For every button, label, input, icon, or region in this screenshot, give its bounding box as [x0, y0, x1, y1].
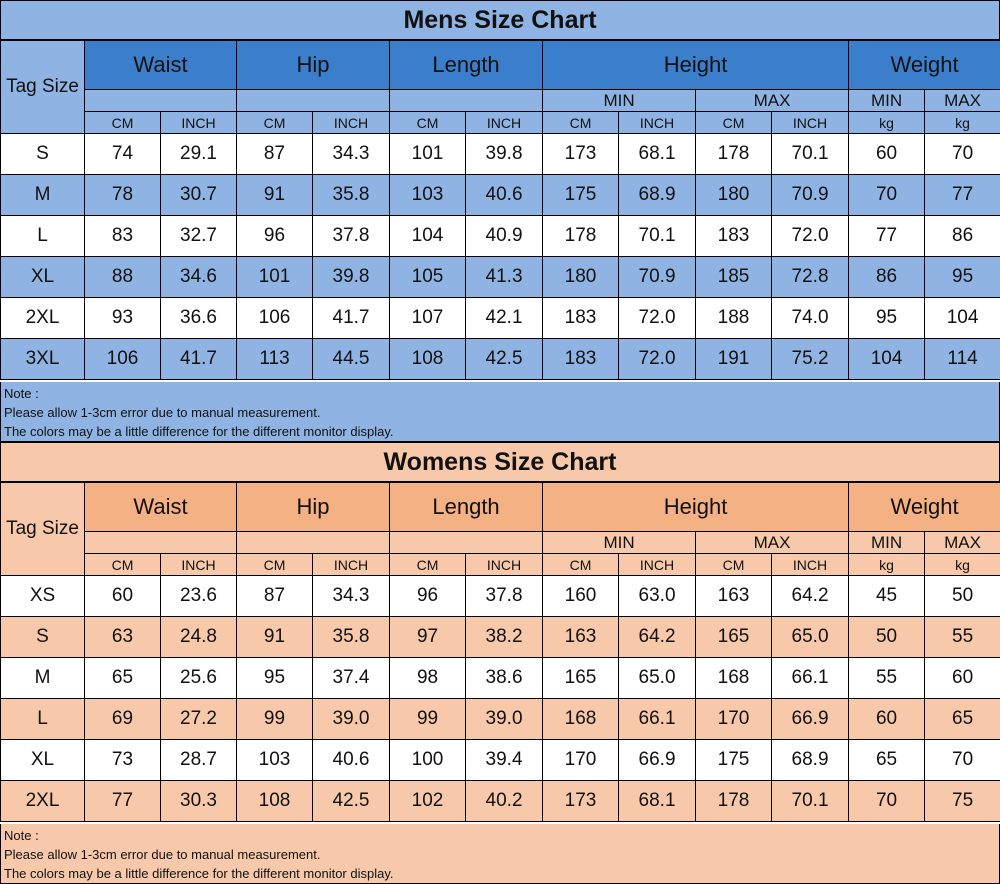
height-min-header: MIN — [543, 532, 696, 554]
height-header: Height — [543, 41, 849, 90]
measurement-cell: 188 — [696, 298, 772, 339]
measurement-cell: 66.9 — [772, 699, 849, 740]
weight-header: Weight — [849, 483, 1000, 532]
measurement-cell: 104 — [925, 298, 1000, 339]
measurement-cell: 99 — [390, 699, 466, 740]
measurement-cell: 38.6 — [466, 658, 543, 699]
measurement-cell: 34.3 — [313, 134, 390, 175]
measurement-cell: 108 — [390, 339, 466, 380]
measurement-cell: 65 — [849, 740, 925, 781]
unit-header: INCH — [619, 554, 696, 576]
tag-size-header: Tag Size — [1, 483, 85, 576]
hip-header: Hip — [237, 483, 390, 532]
measurement-cell: 28.7 — [161, 740, 237, 781]
measurement-cell: 39.4 — [466, 740, 543, 781]
measurement-cell: 185 — [696, 257, 772, 298]
measurement-cell: 42.5 — [466, 339, 543, 380]
measurement-cell: 73 — [85, 740, 161, 781]
measurement-cell: 39.0 — [313, 699, 390, 740]
measurement-cell: 42.1 — [466, 298, 543, 339]
womens-note — [0, 824, 1000, 884]
measurement-cell: 41.7 — [313, 298, 390, 339]
note-line: The colors may be a little difference for the different monitor display. — [4, 424, 394, 439]
measurement-cell: 86 — [925, 216, 1000, 257]
height-max-header: MAX — [696, 90, 849, 112]
measurement-cell: 103 — [237, 740, 313, 781]
measurement-cell: 72.0 — [619, 298, 696, 339]
measurement-cell: 50 — [925, 576, 1000, 617]
measurement-cell: 178 — [696, 781, 772, 822]
table-row — [1, 339, 1000, 380]
measurement-cell: 100 — [390, 740, 466, 781]
measurement-cell: 55 — [925, 617, 1000, 658]
womens-size-chart — [0, 442, 1000, 884]
measurement-cell: 105 — [390, 257, 466, 298]
measurement-cell: 63 — [85, 617, 161, 658]
measurement-cell: 36.6 — [161, 298, 237, 339]
measurement-cell: 175 — [543, 175, 619, 216]
womens-size-table — [0, 482, 1000, 822]
measurement-cell: 68.1 — [619, 134, 696, 175]
measurement-cell: 70.9 — [772, 175, 849, 216]
measurement-cell: 191 — [696, 339, 772, 380]
tag-size-cell: L — [1, 216, 85, 257]
waist-header: Waist — [85, 483, 237, 532]
table-row — [1, 134, 1000, 175]
measurement-cell: 70 — [849, 175, 925, 216]
unit-header: INCH — [161, 112, 237, 134]
measurement-cell: 88 — [85, 257, 161, 298]
measurement-cell: 30.3 — [161, 781, 237, 822]
measurement-cell: 170 — [543, 740, 619, 781]
measurement-cell: 72.0 — [619, 339, 696, 380]
measurement-cell: 96 — [390, 576, 466, 617]
measurement-cell: 168 — [543, 699, 619, 740]
tag-size-cell: XS — [1, 576, 85, 617]
measurement-cell: 32.7 — [161, 216, 237, 257]
measurement-cell: 55 — [849, 658, 925, 699]
measurement-cell: 178 — [696, 134, 772, 175]
table-row — [1, 175, 1000, 216]
measurement-cell: 66.1 — [619, 699, 696, 740]
measurement-cell: 113 — [237, 339, 313, 380]
measurement-cell: 77 — [85, 781, 161, 822]
measurement-cell: 74.0 — [772, 298, 849, 339]
measurement-cell: 83 — [85, 216, 161, 257]
measurement-cell: 163 — [696, 576, 772, 617]
measurement-cell: 106 — [237, 298, 313, 339]
unit-header: CM — [696, 554, 772, 576]
measurement-cell: 183 — [543, 298, 619, 339]
measurement-cell: 66.9 — [619, 740, 696, 781]
waist-sub-blank — [85, 90, 237, 112]
measurement-cell: 44.5 — [313, 339, 390, 380]
tag-size-cell: 2XL — [1, 298, 85, 339]
measurement-cell: 45 — [849, 576, 925, 617]
table-row — [1, 658, 1000, 699]
measurement-cell: 39.8 — [313, 257, 390, 298]
table-row — [1, 740, 1000, 781]
mens-chart-title: Mens Size Chart — [0, 0, 1000, 40]
measurement-cell: 35.8 — [313, 175, 390, 216]
note-label: Note : — [4, 828, 39, 843]
measurement-cell: 78 — [85, 175, 161, 216]
hip-header: Hip — [237, 41, 390, 90]
tag-size-cell: M — [1, 658, 85, 699]
tag-size-cell: 3XL — [1, 339, 85, 380]
unit-header: INCH — [466, 112, 543, 134]
womens-chart-title: Womens Size Chart — [0, 442, 1000, 482]
tag-size-cell: XL — [1, 257, 85, 298]
measurement-cell: 95 — [849, 298, 925, 339]
weight-max-header: MAX — [925, 532, 1000, 554]
measurement-cell: 170 — [696, 699, 772, 740]
measurement-cell: 65.0 — [772, 617, 849, 658]
measurement-cell: 101 — [390, 134, 466, 175]
waist-header: Waist — [85, 41, 237, 90]
measurement-cell: 37.8 — [466, 576, 543, 617]
measurement-cell: 96 — [237, 216, 313, 257]
unit-header: INCH — [161, 554, 237, 576]
measurement-cell: 107 — [390, 298, 466, 339]
unit-header: CM — [390, 554, 466, 576]
measurement-cell: 68.9 — [619, 175, 696, 216]
measurement-cell: 37.8 — [313, 216, 390, 257]
measurement-cell: 165 — [696, 617, 772, 658]
measurement-cell: 68.9 — [772, 740, 849, 781]
measurement-cell: 64.2 — [772, 576, 849, 617]
measurement-cell: 64.2 — [619, 617, 696, 658]
measurement-cell: 160 — [543, 576, 619, 617]
measurement-cell: 40.6 — [466, 175, 543, 216]
length-sub-blank — [390, 90, 543, 112]
measurement-cell: 34.6 — [161, 257, 237, 298]
tag-size-cell: S — [1, 617, 85, 658]
note-line: Please allow 1-3cm error due to manual measurement. — [4, 847, 321, 862]
measurement-cell: 173 — [543, 134, 619, 175]
unit-header: CM — [85, 112, 161, 134]
unit-header: INCH — [772, 554, 849, 576]
measurement-cell: 70 — [925, 134, 1000, 175]
unit-header: kg — [925, 554, 1000, 576]
measurement-cell: 66.1 — [772, 658, 849, 699]
measurement-cell: 72.8 — [772, 257, 849, 298]
measurement-cell: 102 — [390, 781, 466, 822]
tag-size-cell: XL — [1, 740, 85, 781]
measurement-cell: 70 — [925, 740, 1000, 781]
unit-header: INCH — [619, 112, 696, 134]
measurement-cell: 41.7 — [161, 339, 237, 380]
note-label: Note : — [4, 386, 39, 401]
measurement-cell: 60 — [85, 576, 161, 617]
measurement-cell: 98 — [390, 658, 466, 699]
tag-size-cell: S — [1, 134, 85, 175]
measurement-cell: 29.1 — [161, 134, 237, 175]
measurement-cell: 173 — [543, 781, 619, 822]
measurement-cell: 168 — [696, 658, 772, 699]
measurement-cell: 86 — [849, 257, 925, 298]
unit-header: INCH — [772, 112, 849, 134]
measurement-cell: 70.1 — [772, 781, 849, 822]
measurement-cell: 99 — [237, 699, 313, 740]
measurement-cell: 70.1 — [619, 216, 696, 257]
table-row — [1, 617, 1000, 658]
measurement-cell: 95 — [237, 658, 313, 699]
weight-max-header: MAX — [925, 90, 1000, 112]
unit-header: kg — [849, 554, 925, 576]
height-min-header: MIN — [543, 90, 696, 112]
measurement-cell: 69 — [85, 699, 161, 740]
measurement-cell: 72.0 — [772, 216, 849, 257]
measurement-cell: 183 — [543, 339, 619, 380]
height-header: Height — [543, 483, 849, 532]
measurement-cell: 38.2 — [466, 617, 543, 658]
hip-sub-blank — [237, 532, 390, 554]
measurement-cell: 40.2 — [466, 781, 543, 822]
measurement-cell: 101 — [237, 257, 313, 298]
measurement-cell: 70.9 — [619, 257, 696, 298]
measurement-cell: 40.6 — [313, 740, 390, 781]
tag-size-cell: M — [1, 175, 85, 216]
height-max-header: MAX — [696, 532, 849, 554]
table-row — [1, 699, 1000, 740]
measurement-cell: 75.2 — [772, 339, 849, 380]
measurement-cell: 97 — [390, 617, 466, 658]
measurement-cell: 106 — [85, 339, 161, 380]
measurement-cell: 93 — [85, 298, 161, 339]
weight-min-header: MIN — [849, 532, 925, 554]
table-row — [1, 781, 1000, 822]
mens-size-table — [0, 40, 1000, 380]
length-header: Length — [390, 483, 543, 532]
measurement-cell: 40.9 — [466, 216, 543, 257]
table-row — [1, 257, 1000, 298]
unit-header: CM — [390, 112, 466, 134]
measurement-cell: 87 — [237, 134, 313, 175]
mens-note — [0, 382, 1000, 442]
unit-header: INCH — [313, 554, 390, 576]
weight-header: Weight — [849, 41, 1000, 90]
table-row — [1, 576, 1000, 617]
unit-header: INCH — [466, 554, 543, 576]
measurement-cell: 60 — [925, 658, 1000, 699]
measurement-cell: 68.1 — [619, 781, 696, 822]
measurement-cell: 60 — [849, 134, 925, 175]
measurement-cell: 65.0 — [619, 658, 696, 699]
measurement-cell: 91 — [237, 175, 313, 216]
unit-header: kg — [849, 112, 925, 134]
measurement-cell: 34.3 — [313, 576, 390, 617]
measurement-cell: 65 — [925, 699, 1000, 740]
note-line: The colors may be a little difference for the different monitor display. — [4, 866, 394, 881]
unit-header: CM — [543, 554, 619, 576]
measurement-cell: 65 — [85, 658, 161, 699]
unit-header: INCH — [313, 112, 390, 134]
measurement-cell: 25.6 — [161, 658, 237, 699]
unit-header: CM — [85, 554, 161, 576]
measurement-cell: 75 — [925, 781, 1000, 822]
length-sub-blank — [390, 532, 543, 554]
hip-sub-blank — [237, 90, 390, 112]
tag-size-header: Tag Size — [1, 41, 85, 134]
unit-header: CM — [237, 554, 313, 576]
measurement-cell: 23.6 — [161, 576, 237, 617]
measurement-cell: 37.4 — [313, 658, 390, 699]
table-row — [1, 298, 1000, 339]
measurement-cell: 183 — [696, 216, 772, 257]
measurement-cell: 41.3 — [466, 257, 543, 298]
tag-size-cell: 2XL — [1, 781, 85, 822]
measurement-cell: 27.2 — [161, 699, 237, 740]
measurement-cell: 87 — [237, 576, 313, 617]
measurement-cell: 108 — [237, 781, 313, 822]
table-row — [1, 216, 1000, 257]
measurement-cell: 30.7 — [161, 175, 237, 216]
measurement-cell: 77 — [925, 175, 1000, 216]
measurement-cell: 178 — [543, 216, 619, 257]
waist-sub-blank — [85, 532, 237, 554]
measurement-cell: 74 — [85, 134, 161, 175]
measurement-cell: 114 — [925, 339, 1000, 380]
measurement-cell: 50 — [849, 617, 925, 658]
measurement-cell: 42.5 — [313, 781, 390, 822]
weight-min-header: MIN — [849, 90, 925, 112]
measurement-cell: 104 — [849, 339, 925, 380]
measurement-cell: 70.1 — [772, 134, 849, 175]
measurement-cell: 104 — [390, 216, 466, 257]
measurement-cell: 39.8 — [466, 134, 543, 175]
measurement-cell: 165 — [543, 658, 619, 699]
measurement-cell: 180 — [696, 175, 772, 216]
unit-header: CM — [237, 112, 313, 134]
measurement-cell: 180 — [543, 257, 619, 298]
measurement-cell: 103 — [390, 175, 466, 216]
measurement-cell: 35.8 — [313, 617, 390, 658]
measurement-cell: 24.8 — [161, 617, 237, 658]
measurement-cell: 163 — [543, 617, 619, 658]
measurement-cell: 91 — [237, 617, 313, 658]
unit-header: CM — [696, 112, 772, 134]
measurement-cell: 77 — [849, 216, 925, 257]
measurement-cell: 70 — [849, 781, 925, 822]
measurement-cell: 39.0 — [466, 699, 543, 740]
measurement-cell: 95 — [925, 257, 1000, 298]
measurement-cell: 63.0 — [619, 576, 696, 617]
unit-header: CM — [543, 112, 619, 134]
measurement-cell: 175 — [696, 740, 772, 781]
length-header: Length — [390, 41, 543, 90]
unit-header: kg — [925, 112, 1000, 134]
tag-size-cell: L — [1, 699, 85, 740]
measurement-cell: 60 — [849, 699, 925, 740]
note-line: Please allow 1-3cm error due to manual measurement. — [4, 405, 321, 420]
